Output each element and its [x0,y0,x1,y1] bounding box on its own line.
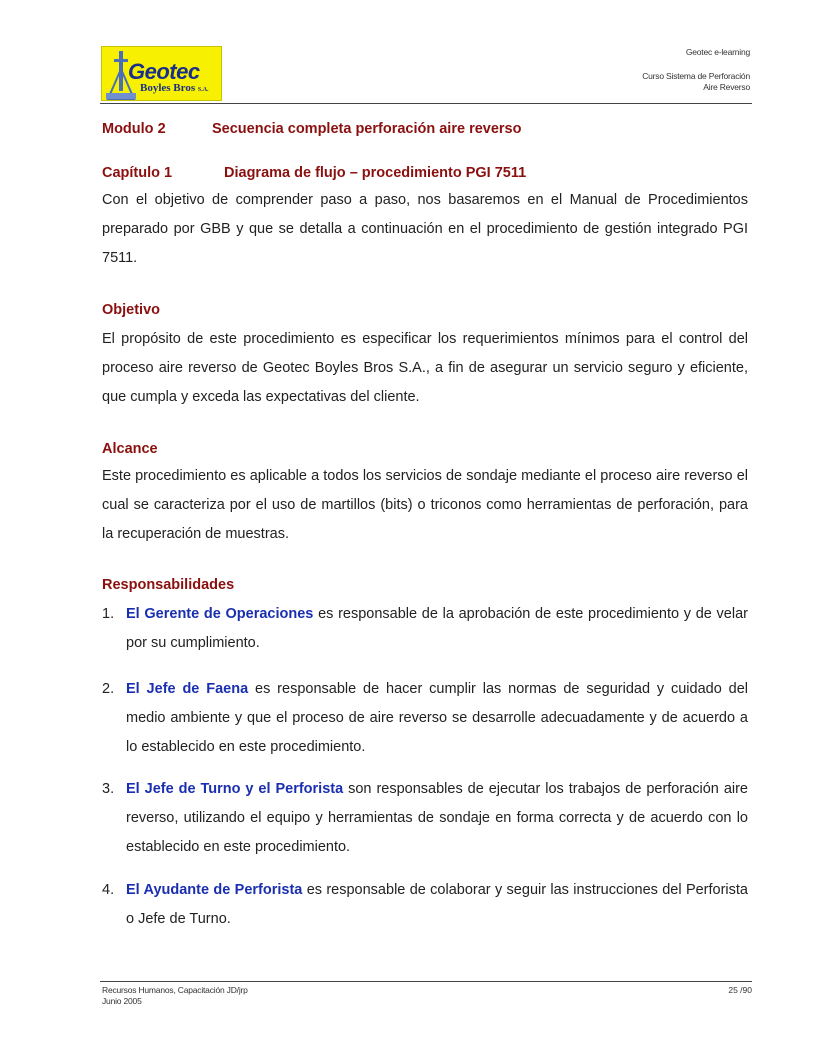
intro-paragraph: Con el objetivo de comprender paso a paso, nos basaremos en el Manual de Procedimientos preparado por GBB y que se detalla a continuación en el procedimiento de gestión integrado PGI 7511. [102,192,748,266]
course-line-1: Curso Sistema de Perforación [642,71,750,81]
course-line-2: Aire Reverso [703,82,750,92]
objetivo-heading: Objetivo [102,302,161,318]
chapter-number: Capítulo 1 [102,165,173,181]
module-heading [102,121,521,137]
geotec-logo [101,46,222,101]
page-number: 25 /90 [728,985,752,995]
list-item: 4. El Ayudante de Perforista es responsable de colaborar y seguir las instrucciones del Perforista o Jefe de Turno. [102,882,748,927]
chapter-title: Diagrama de flujo – procedimiento PGI 7511 [224,165,527,181]
footer-rule [100,981,752,982]
list-item: 1. El Gerente de Operaciones es responsable de la aprobación de este procedimiento y de velar por su cumplimiento. [102,606,748,651]
module-title: Secuencia completa perforación aire reverso [212,121,522,137]
footer-credits: Recursos Humanos, Capacitación JD/jrp Junio 2005 [102,985,248,1006]
chapter-heading [102,165,526,181]
header-info [642,47,750,93]
logo-name: Geotec [128,59,200,84]
alcance-heading: Alcance [102,441,158,457]
objetivo-paragraph: El propósito de este procedimiento es especificar los requerimientos mínimos para el control del proceso aire reverso de Geotec Boyles Bros S.A., a fin de asegurar un servicio seguro y eficiente, que cumpla y exceda las expectativas del cliente. [102,331,748,405]
site-name: Geotec e-learning [685,47,750,57]
header-rule [100,103,752,104]
alcance-paragraph: Este procedimiento es aplicable a todos los servicios de sondaje mediante el proceso aire reverso el cual se caracteriza por el uso de martillos (bits) o triconos como herramientas de perforación, para la recuperación de muestras. [102,468,748,542]
list-item: 2. El Jefe de Faena es responsable de hacer cumplir las normas de seguridad y cuidado del medio ambiente y que el proceso de aire reverso se desarrolle adecuadamente y de acuerdo a lo establecido en este procedimiento. [102,681,748,755]
logo-subtitle: Boyles Bros S.A. [140,82,209,94]
responsabilidades-heading: Responsabilidades [102,577,235,593]
list-item: 3. El Jefe de Turno y el Perforista son responsables de ejecutar los trabajos de perforación aire reverso, utilizando el equipo y herramientas de sondaje en forma correcta y de acuerdo con lo establecido en este procedimiento. [102,781,748,855]
module-number: Modulo 2 [102,121,166,137]
